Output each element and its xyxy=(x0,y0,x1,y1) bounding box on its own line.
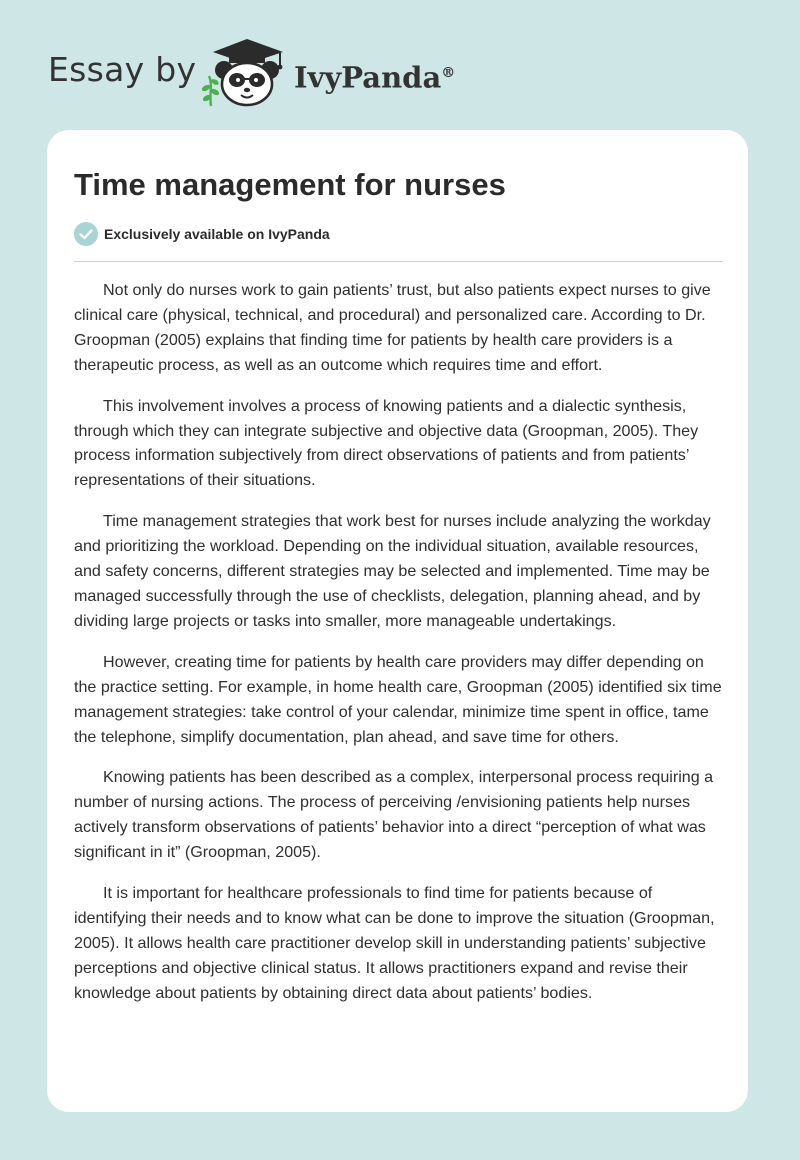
check-circle-icon xyxy=(74,222,98,246)
paragraph: Not only do nurses work to gain patients’ trust, but also patients expect nurses to give clinical care (physical, technical, and procedural) and personalized care. According to Dr. Groopman (2005) explains that finding time for patients by health care providers is a therapeutic process, as well as an outcome which requires time and effort. xyxy=(74,281,711,374)
brand-name-text: IvyPanda xyxy=(294,60,442,95)
article-title: Time management for nurses xyxy=(74,167,506,202)
title-divider xyxy=(74,261,723,262)
panda-logo-icon[interactable] xyxy=(201,36,293,108)
article-card xyxy=(47,130,748,1112)
article-body xyxy=(74,278,726,1022)
registered-mark: ® xyxy=(441,65,456,81)
brand-name[interactable] xyxy=(294,54,455,97)
badge-text: Exclusively available on IvyPanda xyxy=(104,226,330,242)
exclusive-badge xyxy=(74,222,330,246)
paragraph: It is important for healthcare professionals to find time for patients because of identifying their needs and to know what can be done to improve the situation (Groopman, 2005). It allows health care practitioner develop skill in understanding patients’ subjective perceptions and objective clinical status. It allows practitioners expand and revise their knowledge about patients by obtaining direct data about patients’ bodies. xyxy=(74,884,715,1002)
brand-prefix: Essay by xyxy=(48,50,197,89)
paragraph: This involvement involves a process of knowing patients and a dialectic synthesis, through which they can integrate subjective and objective data (Groopman, 2005). They process information subjectively from direct observations of patients and from patients’ representations of their situations. xyxy=(74,396,699,490)
site-header xyxy=(0,0,800,130)
paragraph: Knowing patients has been described as a complex, interpersonal process requiring a number of nursing actions. The process of perceiving /envisioning patients help nurses actively transform observations of patients’ behavior into a direct “perception of what was significant in it” (Groopman, 2005). xyxy=(74,768,714,862)
paragraph: However, creating time for patients by health care providers may differ depending on the practice setting. For example, in home health care, Groopman (2005) identified six time management strategies: take control of your calendar, minimize time spent in office, tame the telephone, simplify documentation, plan ahead, and save time for others. xyxy=(74,652,722,746)
paragraph: Time management strategies that work best for nurses include analyzing the workday and prioritizing the workload. Depending on the individual situation, available resources, and safety concerns, different strategies may be selected and implemented. Time may be managed successfully through the use of checklists, delegation, planning ahead, and by dividing large projects or tasks into smaller, more manageable undertakings. xyxy=(74,512,711,630)
